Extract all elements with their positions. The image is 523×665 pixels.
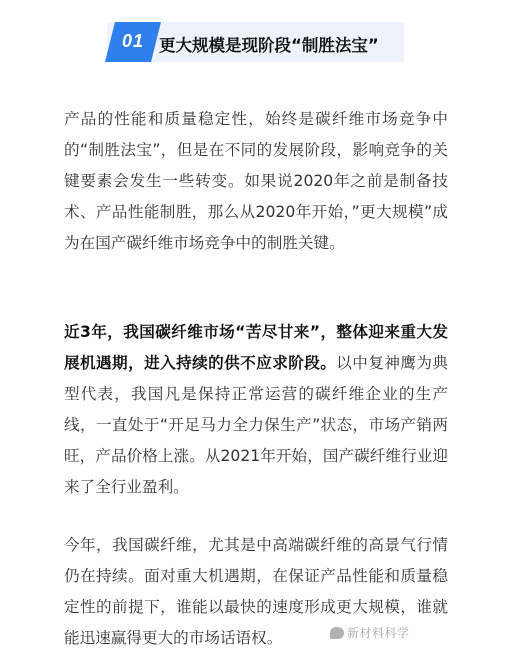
watermark	[330, 624, 410, 641]
paragraph-2-highlight: 近3年，我国碳纤维市场“苦尽甘来”，整体迎来重大发展机遇期，进入持续的供不应求阶段。	[64, 323, 448, 372]
paragraph-2-body: 以中复神鹰为典型代表，我国凡是保持正常运营的碳纤维企业的生产线，一直处于“开足马力全力保生产”状态，市场产销两旺，产品价格上涨。从2021年开始，国产碳纤维行业迎来了全行业盈利。	[64, 354, 448, 496]
watermark-text: 新材料科学	[347, 626, 410, 640]
paragraph-2	[64, 317, 448, 503]
paragraph-3: 今年，我国碳纤维，尤其是中高端碳纤维的高景气行情仍在持续。面对重大机遇期，在保证产品性能和质量稳定性的前提下，谁能以最快的速度形成更大规模，谁就能迅速赢得更大的市场话语权。	[64, 536, 448, 647]
paragraph-1: 产品的性能和质量稳定性，始终是碳纤维市场竞争中的“制胜法宝”，但是在不同的发展阶段，影响竞争的关键要素会发生一些转变。如果说2020年之前是制备技术、产品性能制胜，那么从2020年开始，”更大规模”成为在国产碳纤维市场竞争中的制胜关键。	[64, 110, 448, 252]
section-title: 更大规模是现阶段“制胜法宝”	[159, 36, 379, 55]
wechat-icon	[330, 627, 344, 639]
section-header	[107, 22, 404, 62]
section-number: 01	[121, 31, 145, 51]
